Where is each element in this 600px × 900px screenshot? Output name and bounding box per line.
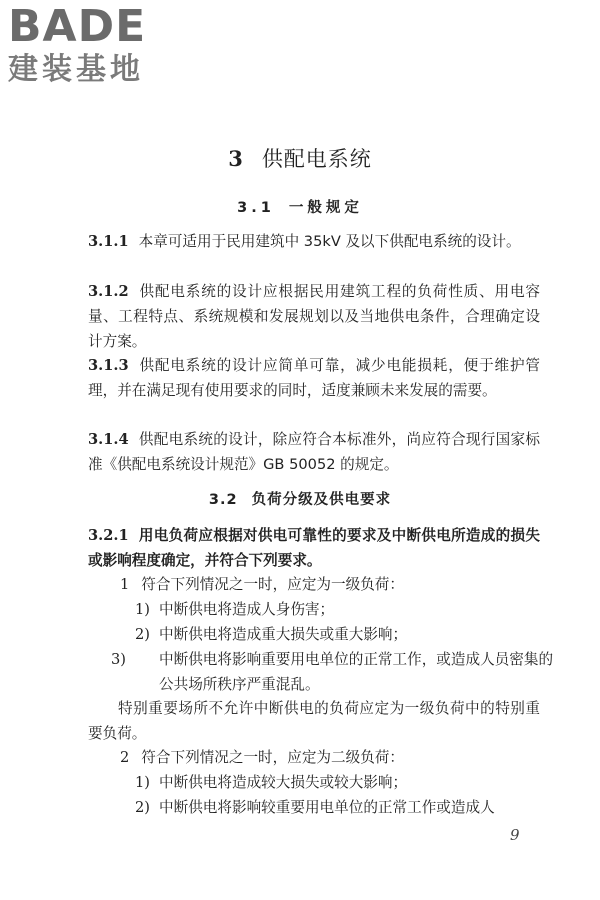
section-number: 3.2	[208, 492, 238, 508]
logo-chinese-text: 建装基地	[8, 52, 144, 87]
subitem-text: 中断供电将造成较大损失或较大影响；	[159, 774, 408, 791]
clause-text: 供配电系统的设计，除应符合本标准外，尚应符合现行国家标准《供配电系统设计规范》GB 50052 的规定。	[88, 431, 540, 473]
clause-text: 用电负荷应根据对供电可靠性的要求及中断供电所造成的损失或影响程度确定，并符合下列要求。	[88, 527, 540, 569]
clause-3-1-2	[88, 279, 540, 354]
item-1-subitem-2	[135, 622, 540, 647]
subitem-number: 1)	[135, 601, 150, 618]
subitem-number: 3)	[111, 651, 126, 668]
section-3-1-title	[0, 196, 600, 217]
clause-3-1-3	[88, 353, 540, 403]
section-3-2-title	[0, 488, 600, 509]
subitem-text: 中断供电将造成重大损失或重大影响；	[159, 626, 408, 643]
chapter-title-text: 供配电系统	[261, 147, 372, 171]
logo-latin-text: BADE	[8, 1, 147, 52]
clause-number: 3.1.4	[88, 431, 129, 448]
page-number: 9	[510, 826, 520, 844]
subitem-number: 2)	[135, 799, 150, 816]
clause-number: 3.1.1	[88, 233, 129, 250]
section-number: 3.1	[237, 200, 275, 216]
item-text: 符合下列情况之一时，应定为二级负荷：	[141, 749, 404, 766]
chapter-title	[0, 143, 600, 173]
bade-logo	[8, 1, 147, 88]
subitem-number: 2)	[135, 626, 150, 643]
clause-3-1-1	[88, 229, 540, 254]
item-text: 符合下列情况之一时，应定为一级负荷：	[141, 576, 404, 593]
item-number: 1	[120, 576, 130, 593]
subitem-text: 中断供电将影响重要用电单位的正常工作，或造成人员密集的公共场所秩序严重混乱。	[159, 651, 554, 693]
clause-text: 本章可适用于民用建筑中 35kV 及以下供配电系统的设计。	[138, 233, 521, 250]
item-1-subitem-3	[111, 647, 564, 697]
item-number: 2	[120, 749, 130, 766]
item-2	[120, 745, 404, 770]
special-note: 特别重要场所不允许中断供电的负荷应定为一级负荷中的特别重要负荷。	[88, 700, 540, 742]
subitem-text: 中断供电将影响较重要用电单位的正常工作或造成人	[159, 799, 495, 816]
item-2-subitem-1	[135, 770, 540, 795]
clause-text: 供配电系统的设计应简单可靠，减少电能损耗，便于维护管理，并在满足现有使用要求的同时，适度兼顾未来发展的需要。	[88, 357, 540, 399]
item-2-subitem-2	[135, 795, 540, 820]
section-title-text: 一般规定	[288, 200, 363, 216]
section-title-text: 负荷分级及供电要求	[251, 492, 392, 508]
clause-3-1-4	[88, 427, 540, 477]
clause-number: 3.2.1	[88, 527, 129, 544]
clause-text: 供配电系统的设计应根据民用建筑工程的负荷性质、用电容量、工程特点、系统规模和发展规划以及当地供电条件，合理确定设计方案。	[88, 283, 540, 350]
item-1-subitem-1	[135, 597, 540, 622]
item-1	[120, 572, 404, 597]
subitem-text: 中断供电将造成人身伤害；	[159, 601, 335, 618]
subitem-number: 1)	[135, 774, 150, 791]
clause-number: 3.1.3	[88, 357, 129, 374]
chapter-number: 3	[228, 146, 244, 171]
clause-3-2-1	[88, 523, 540, 573]
clause-number: 3.1.2	[88, 283, 129, 300]
